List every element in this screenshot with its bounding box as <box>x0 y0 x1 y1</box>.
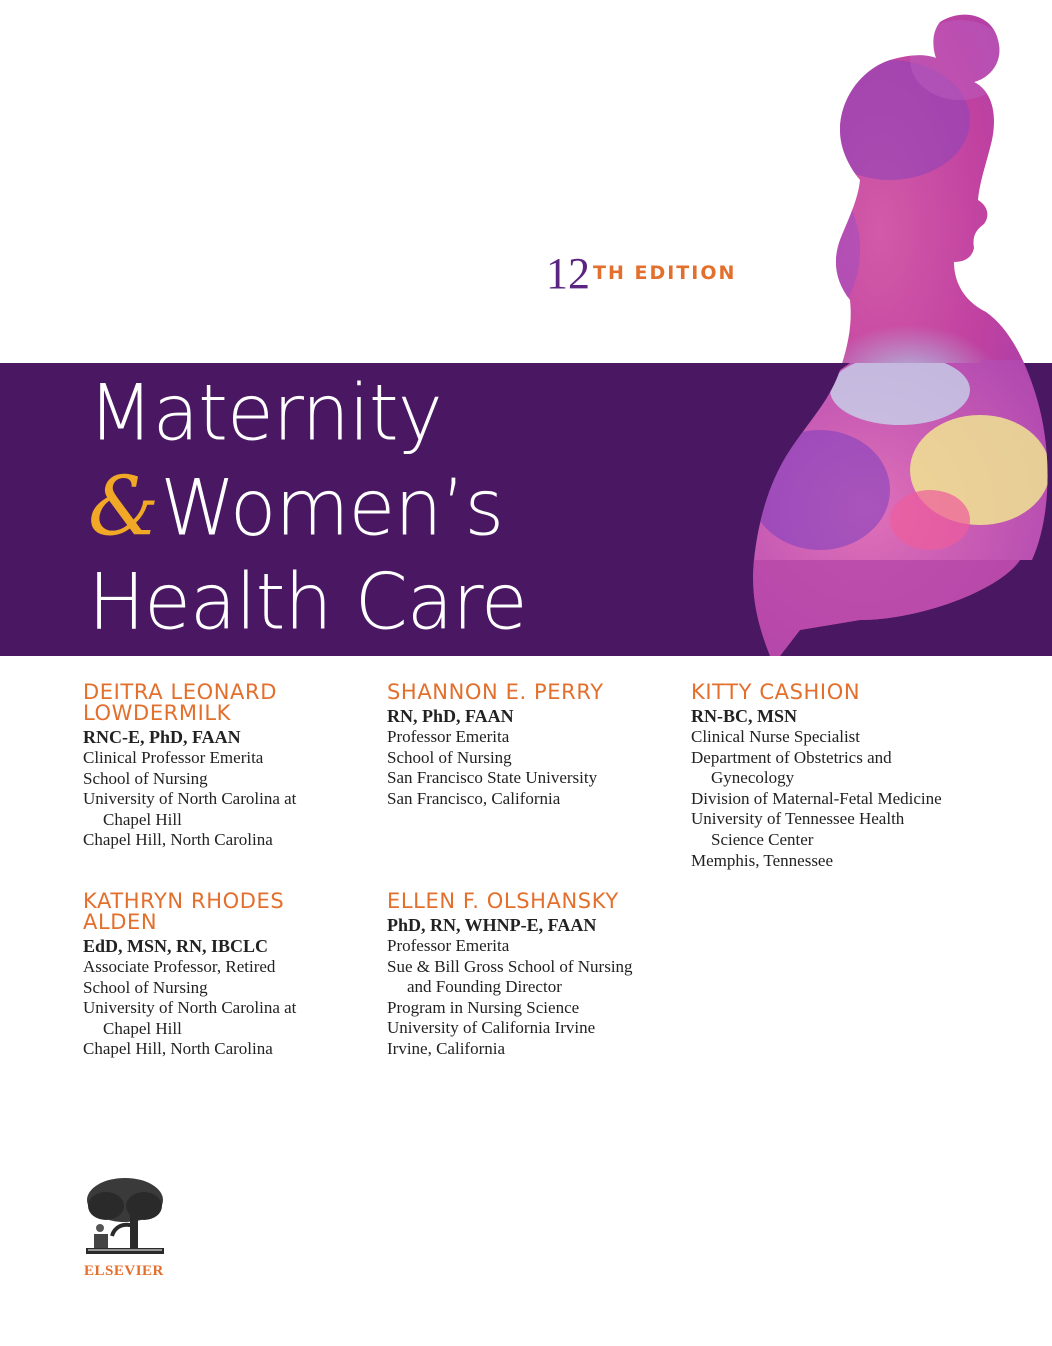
edition-text: TH EDITION <box>593 262 737 284</box>
author-perry <box>387 682 677 809</box>
author-credentials: RN-BC, MSN <box>691 706 797 726</box>
elsevier-tree-icon <box>84 1176 166 1256</box>
author-lowdermilk <box>83 682 373 851</box>
author-credentials: PhD, RN, WHNP-E, FAAN <box>387 915 597 935</box>
title-line-2 <box>88 459 527 556</box>
title-line-1: Maternity <box>88 367 442 458</box>
author-name: KATHRYN RHODES ALDEN <box>83 889 285 934</box>
author-affiliation: Clinical Nurse Specialist Department of Obstetrics and Gynecology Division of Maternal-Fetal Medicine University of Tennessee Health Science Center Memphis, Tennessee <box>691 727 942 870</box>
title-line-2-text: Women’s <box>160 462 504 553</box>
author-affiliation: Professor Emerita Sue & Bill Gross School of Nursing and Founding Director Program in Nursing Science University of California Irvine Irvine, California <box>387 936 633 1058</box>
author-name: SHANNON E. PERRY <box>387 680 604 704</box>
author-affiliation: Clinical Professor Emerita School of Nursing University of North Carolina at Chapel Hill Chapel Hill, North Carolina <box>83 748 297 850</box>
author-affiliation: Associate Professor, Retired School of Nursing University of North Carolina at Chapel Hill Chapel Hill, North Carolina <box>83 957 297 1059</box>
title-ampersand: & <box>88 459 159 554</box>
author-name: ELLEN F. OLSHANSKY <box>387 889 619 913</box>
title-line-3: Health Care <box>88 556 527 647</box>
author-credentials: RN, PhD, FAAN <box>387 706 514 726</box>
author-cashion <box>691 682 991 871</box>
author-name: DEITRA LEONARD LOWDERMILK <box>83 680 277 725</box>
author-name: KITTY CASHION <box>691 680 861 704</box>
pregnant-silhouette-overlay <box>740 0 1052 656</box>
author-olshansky <box>387 891 677 1060</box>
author-alden <box>83 891 373 1060</box>
publisher-name: ELSEVIER <box>84 1263 164 1279</box>
author-credentials: EdD, MSN, RN, IBCLC <box>83 936 269 956</box>
author-affiliation: Professor Emerita School of Nursing San Francisco State University San Francisco, California <box>387 727 598 808</box>
edition-label <box>546 249 737 298</box>
author-credentials: RNC-E, PhD, FAAN <box>83 727 241 747</box>
edition-number: 12 <box>546 249 590 298</box>
book-title <box>88 365 527 648</box>
publisher-logo <box>84 1176 168 1280</box>
